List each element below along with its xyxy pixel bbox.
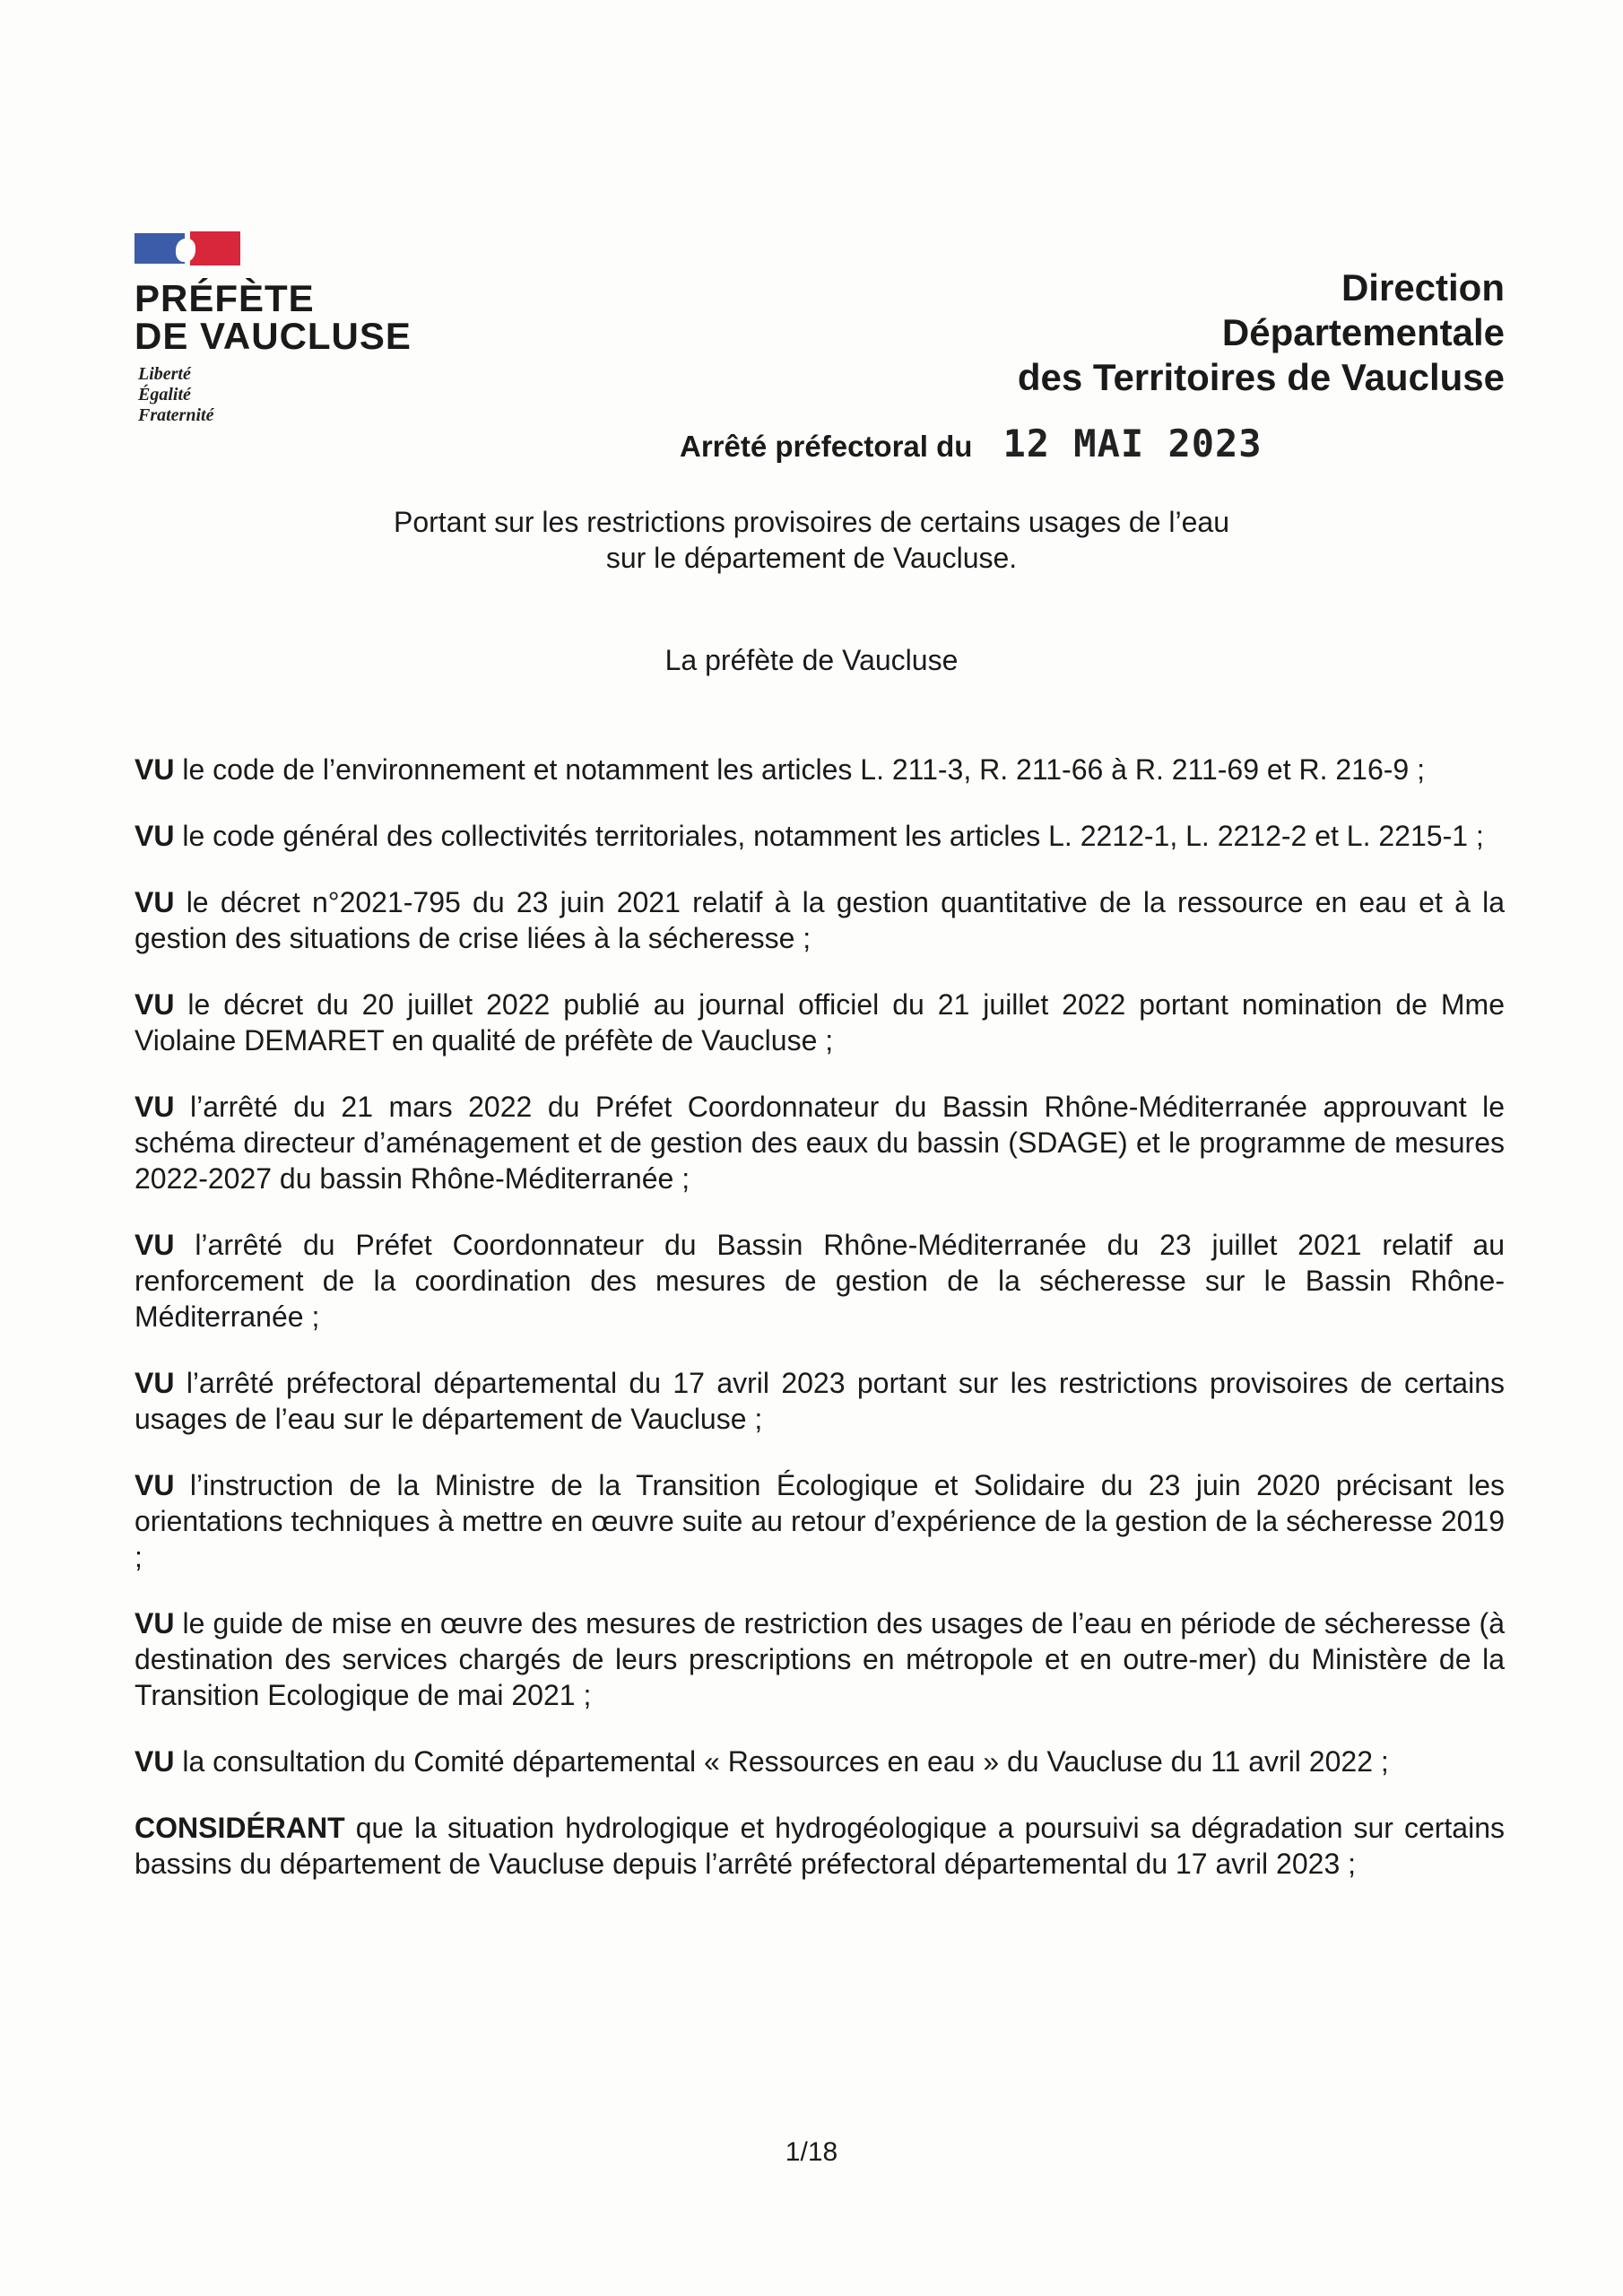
issuing-authority: La préfète de Vaucluse <box>664 644 959 676</box>
marianne-flag-icon <box>135 231 240 265</box>
prefecture-name <box>135 277 412 357</box>
recital-paragraph <box>135 818 1505 854</box>
recital-text: l’arrêté du 21 mars 2022 du Préfet Coordonnateur du Bassin Rhône-Méditerranée approuvant le schéma directeur d’aménagement et de gestion des eaux du bassin (SDAGE) et le programme de mesures 2022-2027 du bassin Rhône-Méditerranée ; <box>135 1091 1506 1195</box>
recital-text: le guide de mise en œuvre des mesures de restriction des usages de l’eau en période de sécheresse (à destination des services chargés de leurs prescriptions en métropole et en outre-mer) du Ministère de la Transition Ecologique de mai 2021 ; <box>135 1607 1506 1711</box>
recital-text: le décret du 20 juillet 2022 publié au journal officiel du 21 juillet 2022 portant nomination de Mme Violaine DEMARET en qualité de préfète de Vaucluse ; <box>135 988 1506 1057</box>
recital-paragraph <box>135 1227 1505 1335</box>
recital-keyword: VU <box>135 886 175 918</box>
decree-label: Arrêté préfectoral du <box>680 430 973 463</box>
recital-paragraph <box>135 884 1505 956</box>
decree-heading <box>680 422 1263 465</box>
prefecture-name-line1: PRÉFÈTE <box>135 277 315 319</box>
prefecture-logo <box>135 231 412 426</box>
recital-paragraph <box>135 1605 1505 1713</box>
considering-keyword: CONSIDÉRANT <box>135 1812 345 1844</box>
recital-paragraph <box>135 752 1505 787</box>
considering-paragraph <box>135 1810 1505 1882</box>
date-stamp: 12 MAI 2023 <box>1002 422 1263 465</box>
recital-keyword: VU <box>135 1745 175 1778</box>
recital-text: le code général des collectivités territoriales, notamment les articles L. 2212-1, L. 2212-2 et L. 2215-1 ; <box>182 820 1484 852</box>
recital-paragraph <box>135 987 1505 1058</box>
motto-liberte: Liberté <box>138 364 191 384</box>
considering-text: que la situation hydrologique et hydrogéologique a poursuivi sa dégradation sur certains bassins du département de Vaucluse depuis l’arrêté préfectoral départemental du 17 avril 2023 ; <box>135 1812 1506 1880</box>
recital-text: le code de l’environnement et notamment les articles L. 211-3, R. 211-66 à R. 211-69 et R. 216-9 ; <box>182 753 1425 786</box>
page-number: 1/18 <box>785 2137 838 2167</box>
recital-text: l’arrêté du Préfet Coordonnateur du Bassin Rhône-Méditerranée du 23 juillet 2021 relatif au renforcement de la coordination des mesures de gestion de la sécheresse sur le Bassin Rhône-Méditerranée ; <box>135 1229 1506 1333</box>
recital-keyword: VU <box>135 1229 175 1261</box>
directorate-line: Direction <box>1341 266 1505 309</box>
recital-paragraph <box>135 1365 1505 1437</box>
recital-paragraph <box>135 1467 1505 1575</box>
motto-egalite: Égalité <box>138 385 191 404</box>
recital-paragraph <box>135 1089 1505 1196</box>
recital-text: l’instruction de la Ministre de la Transition Écologique et Solidaire du 23 juin 2020 précisant les orientations techniques à mettre en œuvre suite au retour d’expérience de la gestion de la sécheresse 2019 ; <box>135 1469 1505 1573</box>
subject-line: sur le département de Vaucluse. <box>605 542 1018 574</box>
recital-keyword: VU <box>135 988 175 1021</box>
recital-text: le décret n°2021-795 du 23 juin 2021 relatif à la gestion quantitative de la ressource en eau et à la gestion des situations de crise liées à la sécheresse ; <box>135 886 1506 954</box>
recital-keyword: VU <box>135 1607 175 1639</box>
recital-text: la consultation du Comité départemental « Ressources en eau » du Vaucluse du 11 avril 2022 ; <box>182 1745 1389 1778</box>
recital-keyword: VU <box>135 753 175 786</box>
recital-keyword: VU <box>135 1091 175 1123</box>
prefecture-name-line2: DE VAUCLUSE <box>135 315 412 357</box>
subject-line: Portant sur les restrictions provisoires de certains usages de l’eau <box>394 506 1229 538</box>
decree-subject <box>0 504 1623 576</box>
recital-paragraph <box>135 1744 1505 1779</box>
republic-motto <box>138 364 412 426</box>
directorate-line: des Territoires de Vaucluse <box>1017 356 1505 398</box>
recital-keyword: VU <box>135 1367 175 1399</box>
motto-fraternite: Fraternité <box>138 405 214 425</box>
decree-body <box>135 752 1505 1912</box>
recital-keyword: VU <box>135 820 175 852</box>
directorate-line: Départementale <box>1221 311 1505 353</box>
recital-text: l’arrêté préfectoral départemental du 17 avril 2023 portant sur les restrictions provisoires de certains usages de l’eau sur le département de Vaucluse ; <box>135 1367 1506 1435</box>
issuing-directorate <box>1018 265 1505 400</box>
recital-keyword: VU <box>135 1469 175 1501</box>
